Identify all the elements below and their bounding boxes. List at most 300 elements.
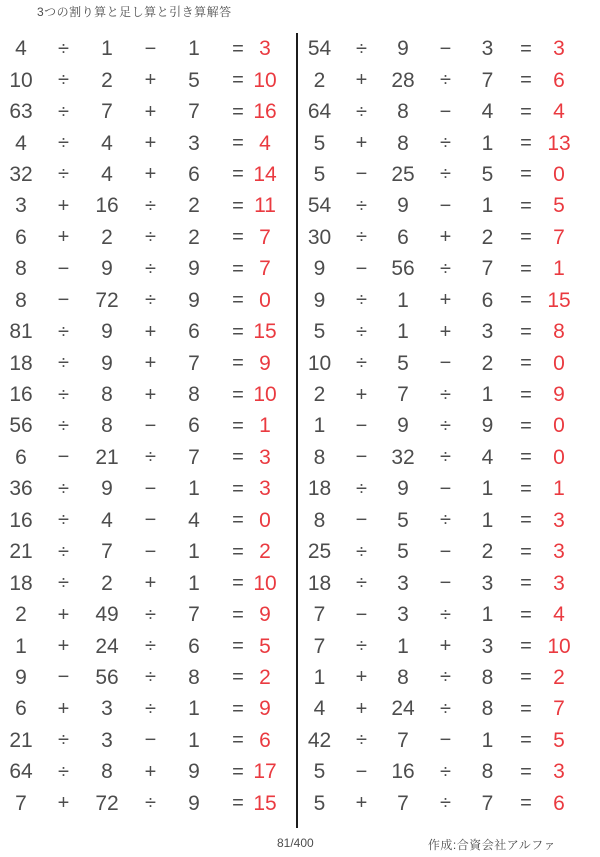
equals-sign: = <box>232 572 244 595</box>
operator-1: ÷ <box>356 572 367 595</box>
operator-1: + <box>57 792 70 815</box>
answer: 13 <box>547 131 571 155</box>
operand-1: 9 <box>313 257 326 281</box>
operator-1: − <box>57 257 70 280</box>
answer: 3 <box>259 37 271 61</box>
operand-2: 8 <box>101 383 113 407</box>
equals-sign: = <box>232 760 244 783</box>
equation-row <box>0 222 296 253</box>
operand-2: 3 <box>101 697 113 721</box>
equals-sign: = <box>232 477 244 500</box>
operator-1: + <box>57 226 70 249</box>
equals-sign: = <box>232 352 244 375</box>
operator-1: − <box>355 509 368 532</box>
answer: 6 <box>259 728 271 752</box>
operator-1: ÷ <box>58 414 69 437</box>
operand-3: 5 <box>188 68 200 92</box>
equation-row <box>298 159 600 190</box>
answer: 0 <box>259 288 271 312</box>
equals-sign: = <box>520 760 532 783</box>
equals-sign: = <box>520 603 532 626</box>
operand-1: 7 <box>313 603 326 627</box>
operand-3: 1 <box>188 697 200 721</box>
answer: 0 <box>259 508 271 532</box>
operator-1: ÷ <box>58 37 69 60</box>
operand-3: 6 <box>188 320 200 344</box>
equation-row <box>0 64 296 95</box>
operator-2: + <box>144 132 157 155</box>
operand-3: 1 <box>481 508 494 532</box>
equals-sign: = <box>520 477 532 500</box>
operand-3: 2 <box>481 351 494 375</box>
operand-1: 5 <box>313 320 326 344</box>
operand-3: 8 <box>481 760 494 784</box>
operand-1: 4 <box>15 37 27 61</box>
operator-2: + <box>144 69 157 92</box>
operand-3: 2 <box>481 225 494 249</box>
operator-1: ÷ <box>58 69 69 92</box>
operator-1: ÷ <box>58 760 69 783</box>
equals-sign: = <box>520 289 532 312</box>
equation-row <box>0 316 296 347</box>
equation-row <box>298 756 600 787</box>
operand-1: 30 <box>307 225 332 249</box>
operand-3: 7 <box>188 351 200 375</box>
operand-1: 8 <box>313 508 326 532</box>
operand-3: 9 <box>188 760 200 784</box>
operator-2: ÷ <box>440 69 451 92</box>
equation-row <box>298 285 600 316</box>
answer: 4 <box>259 131 271 155</box>
operand-2: 9 <box>397 414 409 438</box>
answer: 2 <box>553 665 565 689</box>
operator-1: ÷ <box>58 540 69 563</box>
operand-3: 1 <box>481 194 494 218</box>
operand-2: 5 <box>397 508 409 532</box>
operator-2: ÷ <box>440 446 451 469</box>
operand-1: 18 <box>9 571 33 595</box>
operand-3: 7 <box>188 445 200 469</box>
answer: 15 <box>253 320 277 344</box>
equals-sign: = <box>232 540 244 563</box>
operand-3: 1 <box>188 37 200 61</box>
page-number: 81/400 <box>277 836 314 850</box>
operand-2: 56 <box>95 665 119 689</box>
answer: 3 <box>553 760 565 784</box>
operand-2: 9 <box>397 477 409 501</box>
equals-sign: = <box>520 257 532 280</box>
equals-sign: = <box>232 132 244 155</box>
equals-sign: = <box>520 352 532 375</box>
equals-sign: = <box>520 446 532 469</box>
equation-row <box>298 127 600 158</box>
operand-1: 32 <box>9 162 33 186</box>
operator-1: ÷ <box>356 540 367 563</box>
operator-2: − <box>439 100 452 123</box>
answer: 1 <box>553 257 565 281</box>
answer: 17 <box>253 760 277 784</box>
equation-row <box>298 379 600 410</box>
equation-row <box>0 379 296 410</box>
operator-2: + <box>144 760 157 783</box>
operator-2: − <box>439 540 452 563</box>
equation-row <box>0 96 296 127</box>
answer: 0 <box>553 445 565 469</box>
answer: 3 <box>259 445 271 469</box>
equation-row <box>298 222 600 253</box>
equation-column-right <box>298 33 600 828</box>
operator-2: + <box>144 383 157 406</box>
operand-3: 9 <box>481 414 494 438</box>
operator-2: − <box>144 477 157 500</box>
answer: 9 <box>259 697 271 721</box>
operand-3: 1 <box>188 477 200 501</box>
operand-1: 2 <box>15 603 27 627</box>
operand-1: 4 <box>15 131 27 155</box>
equals-sign: = <box>232 509 244 532</box>
operand-1: 1 <box>15 634 27 658</box>
answer: 14 <box>253 162 277 186</box>
equals-sign: = <box>232 666 244 689</box>
operator-2: ÷ <box>440 414 451 437</box>
equation-column-left <box>0 33 296 828</box>
equation-row <box>298 473 600 504</box>
operator-2: − <box>144 509 157 532</box>
equation-row <box>298 693 600 724</box>
equals-sign: = <box>520 37 532 60</box>
equals-sign: = <box>520 666 532 689</box>
equals-sign: = <box>232 729 244 752</box>
operand-3: 3 <box>481 320 494 344</box>
operand-1: 21 <box>9 728 33 752</box>
operator-1: − <box>355 163 368 186</box>
equation-row <box>0 630 296 661</box>
operand-3: 6 <box>188 414 200 438</box>
operand-1: 64 <box>9 760 33 784</box>
equals-sign: = <box>232 792 244 815</box>
operand-3: 1 <box>481 477 494 501</box>
operand-3: 5 <box>481 162 494 186</box>
operand-1: 5 <box>313 791 326 815</box>
answer: 5 <box>553 194 565 218</box>
operator-2: − <box>439 194 452 217</box>
equation-row <box>298 599 600 630</box>
operand-2: 9 <box>101 351 113 375</box>
equation-row <box>298 567 600 598</box>
equation-row <box>0 599 296 630</box>
equation-row <box>298 190 600 221</box>
equals-sign: = <box>520 414 532 437</box>
operand-3: 2 <box>188 225 200 249</box>
operator-2: ÷ <box>440 257 451 280</box>
operator-1: ÷ <box>356 289 367 312</box>
answer: 3 <box>553 571 565 595</box>
operand-2: 4 <box>101 131 113 155</box>
equals-sign: = <box>520 100 532 123</box>
equals-sign: = <box>232 257 244 280</box>
equals-sign: = <box>232 163 244 186</box>
operand-3: 7 <box>188 603 200 627</box>
operator-1: ÷ <box>58 383 69 406</box>
equation-row <box>298 96 600 127</box>
operator-2: ÷ <box>440 760 451 783</box>
answer: 5 <box>259 634 271 658</box>
operator-1: ÷ <box>356 729 367 752</box>
operand-1: 8 <box>15 257 27 281</box>
equation-row <box>0 693 296 724</box>
operator-2: − <box>439 729 452 752</box>
operand-3: 7 <box>188 100 200 124</box>
operand-1: 21 <box>9 540 33 564</box>
equals-sign: = <box>520 132 532 155</box>
operand-3: 9 <box>188 288 200 312</box>
operand-1: 10 <box>307 351 332 375</box>
operand-2: 1 <box>397 320 409 344</box>
operand-1: 6 <box>15 445 27 469</box>
operand-1: 64 <box>307 100 332 124</box>
operator-1: ÷ <box>58 477 69 500</box>
operator-1: ÷ <box>356 320 367 343</box>
equation-row <box>0 410 296 441</box>
operand-1: 5 <box>313 162 326 186</box>
equals-sign: = <box>232 383 244 406</box>
operand-3: 1 <box>481 728 494 752</box>
equals-sign: = <box>232 194 244 217</box>
operand-2: 9 <box>397 194 409 218</box>
answer: 10 <box>253 383 277 407</box>
equation-row <box>298 725 600 756</box>
operand-3: 1 <box>481 383 494 407</box>
operand-2: 1 <box>397 634 409 658</box>
equals-sign: = <box>232 289 244 312</box>
operand-2: 8 <box>397 131 409 155</box>
equals-sign: = <box>232 446 244 469</box>
operand-1: 8 <box>313 445 326 469</box>
equals-sign: = <box>232 635 244 658</box>
answer: 0 <box>553 414 565 438</box>
answer: 9 <box>553 383 565 407</box>
equals-sign: = <box>520 509 532 532</box>
operator-1: + <box>57 635 70 658</box>
answer: 4 <box>553 603 565 627</box>
operator-2: − <box>144 729 157 752</box>
operator-1: − <box>355 446 368 469</box>
operand-2: 7 <box>397 791 409 815</box>
operator-2: − <box>439 37 452 60</box>
operand-3: 2 <box>481 540 494 564</box>
operator-1: ÷ <box>356 194 367 217</box>
equation-row <box>0 756 296 787</box>
equation-row <box>0 788 296 819</box>
operator-2: + <box>144 572 157 595</box>
operand-1: 5 <box>313 131 326 155</box>
operator-1: + <box>355 666 368 689</box>
operator-1: ÷ <box>356 37 367 60</box>
operator-1: + <box>57 194 70 217</box>
operand-1: 8 <box>15 288 27 312</box>
operand-2: 5 <box>397 540 409 564</box>
operator-1: ÷ <box>356 352 367 375</box>
operand-1: 6 <box>15 697 27 721</box>
equation-row <box>298 410 600 441</box>
operator-1: ÷ <box>58 572 69 595</box>
operand-3: 2 <box>188 194 200 218</box>
operand-1: 6 <box>15 225 27 249</box>
operator-1: ÷ <box>356 477 367 500</box>
equals-sign: = <box>520 194 532 217</box>
operand-2: 1 <box>397 288 409 312</box>
equals-sign: = <box>232 697 244 720</box>
equation-sheet <box>0 33 600 828</box>
operator-1: ÷ <box>58 729 69 752</box>
answer: 7 <box>553 225 565 249</box>
operand-1: 3 <box>15 194 27 218</box>
answer: 6 <box>553 68 565 92</box>
operand-1: 16 <box>9 508 33 532</box>
answer: 3 <box>553 37 565 61</box>
operand-2: 9 <box>101 320 113 344</box>
operator-1: − <box>57 289 70 312</box>
operand-2: 7 <box>397 728 409 752</box>
operand-3: 6 <box>188 162 200 186</box>
equals-sign: = <box>520 320 532 343</box>
operand-3: 7 <box>481 257 494 281</box>
operand-1: 81 <box>9 320 33 344</box>
answer: 2 <box>259 540 271 564</box>
operator-1: ÷ <box>58 509 69 532</box>
equation-row <box>298 316 600 347</box>
operator-2: ÷ <box>145 666 156 689</box>
operator-1: − <box>355 760 368 783</box>
operator-2: − <box>144 540 157 563</box>
operand-2: 2 <box>101 571 113 595</box>
operand-3: 8 <box>188 383 200 407</box>
operand-1: 16 <box>9 383 33 407</box>
equals-sign: = <box>232 100 244 123</box>
operand-2: 9 <box>397 37 409 61</box>
operand-1: 56 <box>9 414 33 438</box>
equation-row <box>0 33 296 64</box>
operator-2: ÷ <box>440 792 451 815</box>
equation-row <box>298 64 600 95</box>
answer: 10 <box>253 68 277 92</box>
operator-1: + <box>355 383 368 406</box>
equation-row <box>0 725 296 756</box>
operand-1: 2 <box>313 383 326 407</box>
operand-3: 3 <box>481 634 494 658</box>
operand-1: 2 <box>313 68 326 92</box>
equals-sign: = <box>520 635 532 658</box>
operand-2: 3 <box>397 571 409 595</box>
equals-sign: = <box>232 414 244 437</box>
equation-row <box>298 253 600 284</box>
operator-1: + <box>355 69 368 92</box>
operand-2: 9 <box>101 477 113 501</box>
operand-2: 3 <box>397 603 409 627</box>
operator-2: + <box>144 320 157 343</box>
operand-1: 63 <box>9 100 33 124</box>
equals-sign: = <box>520 697 532 720</box>
operand-1: 25 <box>307 540 332 564</box>
operand-3: 7 <box>481 68 494 92</box>
operand-1: 5 <box>313 760 326 784</box>
operand-1: 4 <box>313 697 326 721</box>
operator-2: ÷ <box>440 697 451 720</box>
equation-row <box>298 505 600 536</box>
equation-row <box>298 33 600 64</box>
answer: 7 <box>259 257 271 281</box>
answer: 6 <box>553 791 565 815</box>
operand-3: 8 <box>188 665 200 689</box>
operator-2: ÷ <box>145 194 156 217</box>
equation-row <box>0 442 296 473</box>
operand-2: 7 <box>397 383 409 407</box>
operand-2: 49 <box>95 603 119 627</box>
equation-row <box>0 127 296 158</box>
operand-3: 9 <box>188 791 200 815</box>
operand-2: 24 <box>391 697 415 721</box>
answer: 4 <box>553 100 565 124</box>
operator-1: + <box>355 132 368 155</box>
equation-row <box>298 347 600 378</box>
equation-row <box>0 662 296 693</box>
operator-2: ÷ <box>440 666 451 689</box>
operand-1: 18 <box>9 351 33 375</box>
answer: 7 <box>553 697 565 721</box>
operand-2: 3 <box>101 728 113 752</box>
operator-1: ÷ <box>356 100 367 123</box>
equals-sign: = <box>232 226 244 249</box>
operator-1: ÷ <box>58 100 69 123</box>
operator-2: − <box>144 37 157 60</box>
operator-2: ÷ <box>145 792 156 815</box>
equation-row <box>0 159 296 190</box>
answer: 7 <box>259 225 271 249</box>
equation-row <box>298 536 600 567</box>
answer: 10 <box>547 634 571 658</box>
operand-3: 6 <box>481 288 494 312</box>
operand-2: 1 <box>101 37 113 61</box>
operand-2: 2 <box>101 68 113 92</box>
operator-2: − <box>144 414 157 437</box>
operand-3: 4 <box>481 100 494 124</box>
operand-2: 7 <box>101 540 113 564</box>
page-title: 3つの割り算と足し算と引き算解答 <box>37 5 232 19</box>
answer: 2 <box>259 665 271 689</box>
answer: 10 <box>253 571 277 595</box>
operand-2: 8 <box>397 665 409 689</box>
operand-3: 1 <box>481 131 494 155</box>
operator-2: + <box>144 163 157 186</box>
equation-row <box>0 536 296 567</box>
operand-2: 8 <box>397 100 409 124</box>
operand-3: 8 <box>481 697 494 721</box>
equals-sign: = <box>520 69 532 92</box>
operand-2: 2 <box>101 225 113 249</box>
operand-1: 36 <box>9 477 33 501</box>
operand-1: 7 <box>15 791 27 815</box>
operator-2: ÷ <box>440 163 451 186</box>
operator-2: + <box>439 289 452 312</box>
page-footer <box>0 836 600 854</box>
equals-sign: = <box>520 792 532 815</box>
operator-2: + <box>144 352 157 375</box>
equation-row <box>0 190 296 221</box>
operand-3: 1 <box>188 728 200 752</box>
operand-1: 9 <box>15 665 27 689</box>
equals-sign: = <box>520 572 532 595</box>
answer: 11 <box>254 194 276 218</box>
